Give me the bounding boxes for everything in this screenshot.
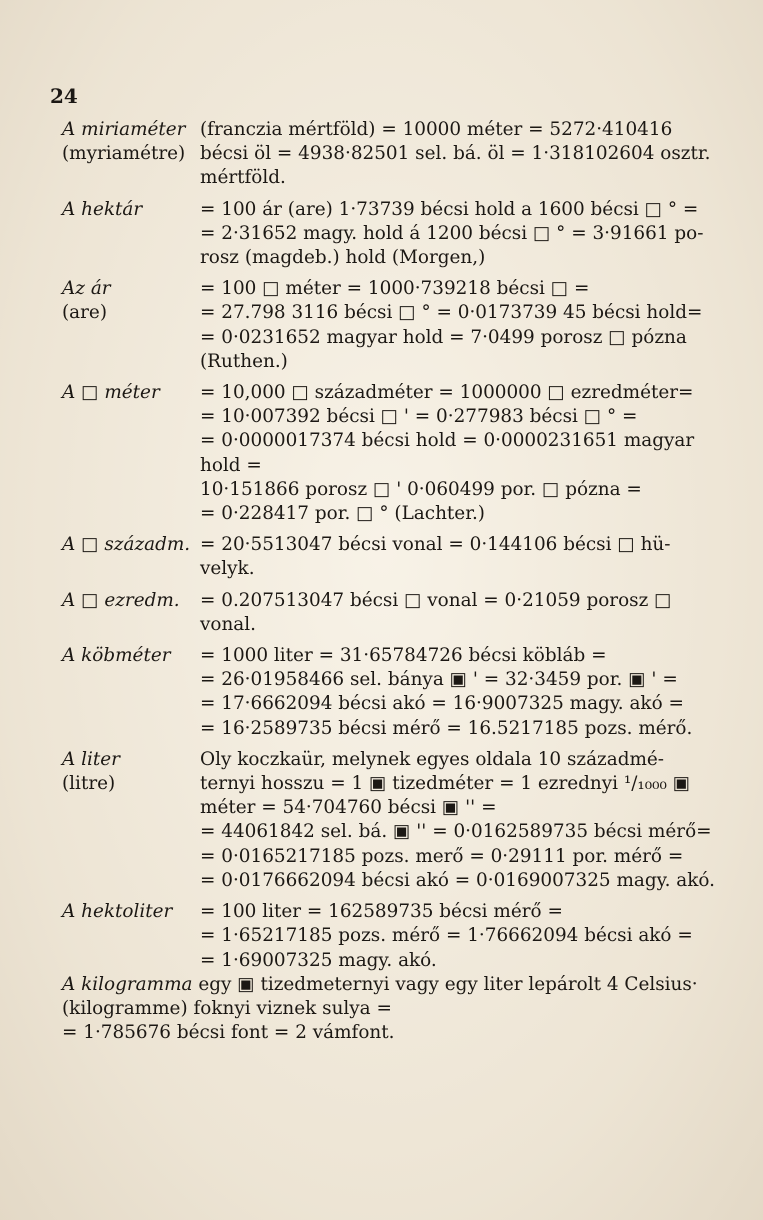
term-label: A □ századm. [62, 534, 191, 556]
term-label: A hektoliter [62, 901, 173, 923]
definition-line: = 0.207513047 bécsi □ vonal = 0·21059 porosz □ [200, 589, 672, 611]
definition-line: = 1·65217185 pozs. mérő = 1·76662094 bécsi akó = [200, 925, 693, 947]
term-sub: (myriamétre) [62, 143, 186, 165]
definition-line: = 10,000 □ századméter = 1000000 □ ezredméter= [200, 382, 694, 404]
term-label: A köbméter [62, 645, 171, 667]
entry-definition [200, 118, 722, 191]
entry-hektar [62, 198, 722, 271]
definition-line: = 27.798 3116 bécsi □ ° = 0·0173739 45 bécsi hold= [200, 302, 703, 324]
entry-negyzet-ezredmeter [62, 589, 722, 637]
term-label: A □ ezredm. [62, 589, 180, 611]
definition-line: hold = [200, 454, 262, 476]
definition-line: = 0·0231652 magyar hold = 7·0499 porosz □ pózna [200, 326, 687, 348]
entry-definition [200, 277, 722, 374]
entry-kilogramma [62, 973, 722, 1046]
definition-line: bécsi öl = 4938·82501 sel. bá. öl = 1·318102604 osztr. [200, 143, 711, 165]
definition-line: = 0·0165217185 pozs. merő = 0·29111 por. mérő = [200, 845, 684, 867]
definition-line: Oly koczkaür, melynek egyes oldala 10 századmé- [200, 748, 665, 770]
entry-negyzetmeter [62, 381, 722, 526]
entry-kobmeter [62, 644, 722, 741]
definition-line: = 10·007392 bécsi □ ' = 0·277983 bécsi □ ° = [200, 406, 638, 428]
entry-definition [200, 533, 722, 581]
definition-line: 10·151866 porosz □ ' 0·060499 por. □ pózna = [200, 478, 642, 500]
entry-definition [200, 381, 722, 526]
definition-line: = 1·69007325 magy. akó. [200, 949, 437, 971]
definition-line: = 0·0000017374 bécsi hold = 0·0000231651 magyar [200, 430, 695, 452]
definition-line: ternyi hosszu = 1 ▣ tizedméter = 1 ezrednyi ¹/₁₀₀₀ ▣ [200, 773, 691, 795]
entry-term [62, 198, 200, 271]
definition-line: = 0·228417 por. □ ° (Lachter.) [200, 503, 485, 525]
unit-definitions [62, 118, 722, 1045]
definition-line: vonal. [200, 613, 256, 635]
term-sub: (are) [62, 302, 107, 324]
term-label: A liter [62, 748, 120, 770]
entry-definition [200, 644, 722, 741]
definition-line: = 44061842 sel. bá. ▣ '' = 0·0162589735 bécsi mérő= [200, 821, 712, 843]
definition-line: = 0·0176662094 bécsi akó = 0·0169007325 magy. akó. [200, 869, 715, 891]
definition-line: = 1·785676 bécsi font = 2 vámfont. [62, 1022, 395, 1044]
definition-line: (franczia mértföld) = 10000 méter = 5272·410416 [200, 119, 673, 140]
entry-term [62, 118, 200, 191]
entry-definition [200, 748, 722, 893]
definition-line: = 26·01958466 sel. bánya ▣ ' = 32·3459 por. ▣ ' = [200, 669, 678, 691]
definition-line: = 1000 liter = 31·65784726 bécsi köbláb = [200, 645, 607, 667]
entry-term [62, 589, 200, 637]
definition-line: méter = 54·704760 bécsi ▣ '' = [200, 797, 497, 819]
entry-term [62, 381, 200, 526]
entry-miriameter [62, 118, 722, 191]
definition-line: (Ruthen.) [200, 350, 288, 372]
definition-line: = 100 liter = 162589735 bécsi mérő = [200, 901, 563, 923]
definition-line: velyk. [200, 558, 255, 580]
definition-line: = 20·5513047 bécsi vonal = 0·144106 bécsi □ hü- [200, 534, 671, 556]
definition-line: = 100 ár (are) 1·73739 bécsi hold a 1600 bécsi □ ° = [200, 198, 699, 220]
entry-liter [62, 748, 722, 893]
definition-line [62, 973, 722, 997]
definition-line: = 2·31652 magy. hold á 1200 bécsi □ ° = 3·91661 po- [200, 222, 704, 244]
entry-term [62, 748, 200, 893]
entry-hektoliter [62, 900, 722, 973]
definition-line: mértföld. [200, 167, 286, 189]
definition-line: = 16·2589735 bécsi mérő = 16.5217185 pozs. mérő. [200, 717, 693, 739]
entry-negyzet-szazadmeter [62, 533, 722, 581]
page-number: 24 [50, 84, 78, 108]
term-sub: (litre) [62, 773, 116, 795]
definition-line: = 100 □ méter = 1000·739218 bécsi □ = [200, 278, 590, 300]
definition-line: rosz (magdeb.) hold (Morgen,) [200, 247, 486, 269]
definition-text: egy ▣ tizedmeternyi vagy egy liter lepárolt 4 Celsius· [192, 973, 698, 995]
entry-term [62, 644, 200, 741]
term-label: Az ár [62, 278, 111, 300]
definition-line: (kilogramme) foknyi viznek sulya = [62, 997, 392, 1019]
term-label: A miriaméter [62, 119, 186, 140]
definition-line: = 17·6662094 bécsi akó = 16·9007325 magy. akó = [200, 693, 684, 715]
term-label: A □ méter [62, 382, 160, 404]
entry-ar [62, 277, 722, 374]
entry-term [62, 900, 200, 973]
term-label: A kilogramma [62, 973, 193, 995]
entry-definition [200, 900, 722, 973]
entry-definition [200, 198, 722, 271]
entry-definition [200, 589, 722, 637]
entry-term [62, 533, 200, 581]
term-label: A hektár [62, 198, 143, 220]
entry-term [62, 277, 200, 374]
